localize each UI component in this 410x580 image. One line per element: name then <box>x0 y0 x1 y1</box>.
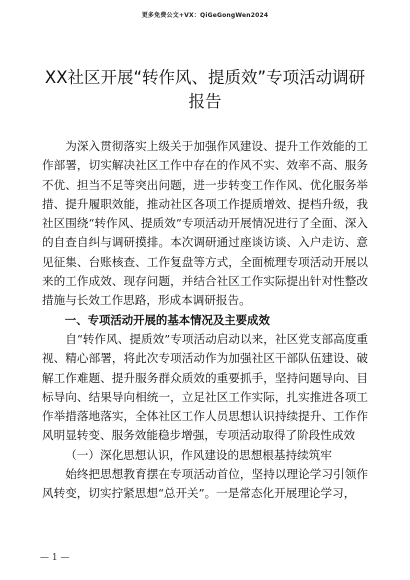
intro-paragraph: 为深入贯彻落实上级关于加强作风建设、提升工作效能的工作部署，切实解决社区工作中存在的作风不实、效率不高、服务不优、担当不足等突出问题，进一步转变工作作风、优化服务举措、提升履职效能，推动社区各项工作提质增效、提档升级，我社区围绕“转作风、提质效”专项活动开展情况进行了全面、深入的自查自纠与调研摸排。本次调研通过座谈访谈、入户走访、意见征集、台账核查、工作复盘等方式，全面梳理专项活动开展以来的工作成效、现存问题，并结合社区工作实际提出针对性整改措施与长效工作思路，形成本调研报告。 <box>42 139 368 308</box>
subsection-paragraph: 始终把思想教育摆在专项活动首位，坚持以理论学习引领作风转变，切实拧紧思想“总开关”。一是常态化开展理论学习， <box>42 467 368 501</box>
watermark-header: 更多免费公文+VX：QiGeGongWen2024 <box>141 12 269 19</box>
title-line-2: 报告 <box>188 92 222 111</box>
section-paragraph: 自“转作风、提质效”专项活动启动以来，社区党支部高度重视、精心部署，将此次专项活动作为加强社区干部队伍建设、破解工作难题、提升服务群众质效的重要抓手，坚持问题导向、目标导向、结果导向相统一，立足社区工作实际，扎实推进各项工作举措落地落实，全体社区工作人员思想认识持续提升、工作作风明显转变、服务效能稳步增强，专项活动取得了阶段性成效 <box>42 331 368 443</box>
document-title <box>34 66 376 114</box>
section-heading-1: 一、专项活动开展的基本情况及主要成效 <box>64 312 270 327</box>
page-number: — 1 — <box>40 553 70 563</box>
subsection-heading-1: （一）深化思想认识，作风建设的思想根基持续筑牢 <box>65 447 332 462</box>
document-body <box>42 137 368 504</box>
title-line-1: XX社区开展“转作风、提质效”专项活动调研 <box>44 68 366 87</box>
